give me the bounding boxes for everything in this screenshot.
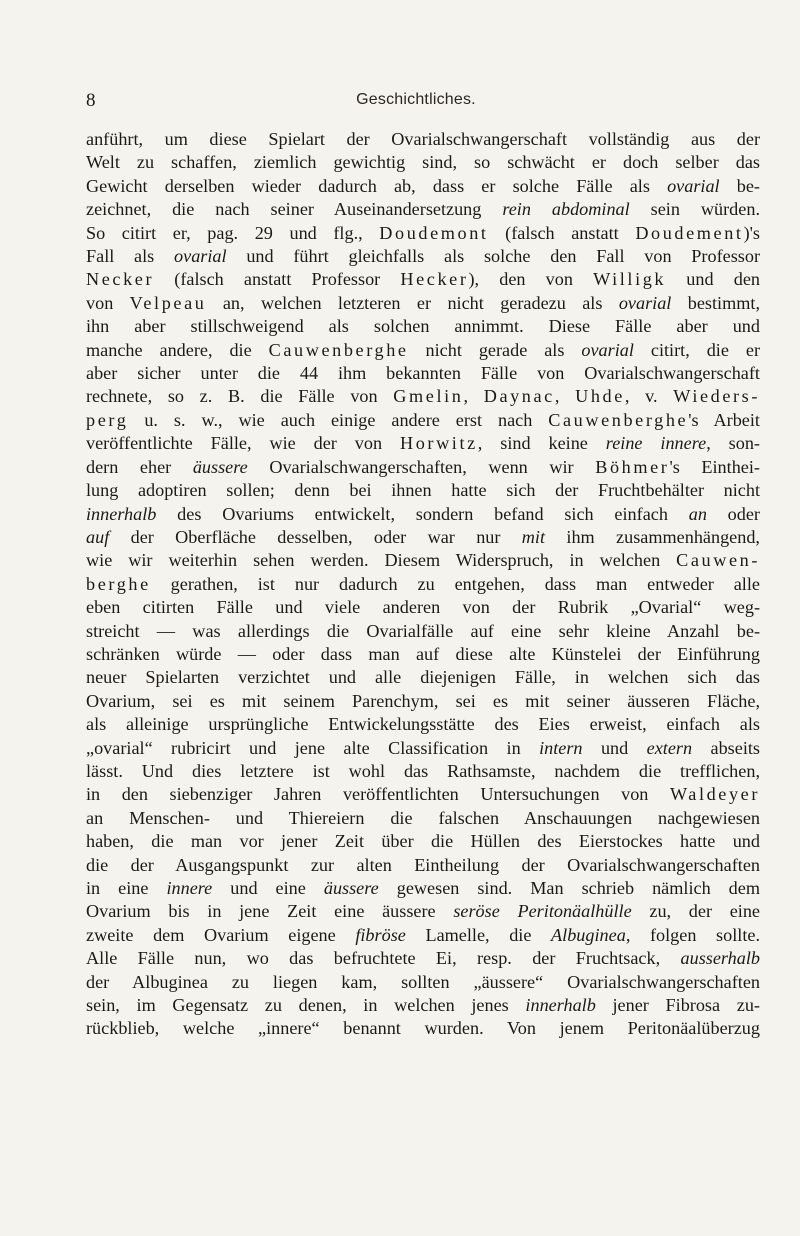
text-line: manche andere, die Cauwenberghe nicht gerade als ovarial citirt, die er [86,339,761,360]
text-line: haben, die man vor jener Zeit über die Hüllen des Eierstockes hatte und [86,831,760,852]
text-line: Necker (falsch anstatt Professor Hecker), den von Willigk und den [86,269,760,290]
text-line: in eine innere und eine äussere gewesen sind. Man schrieb nämlich dem [86,878,760,898]
text-line: berghe gerathen, ist nur dadurch zu entgehen, dass man entweder alle [86,573,760,594]
text-line: dern eher äussere Ovarialschwangerschaften, wenn wir Böhmer's Einthei- [86,456,760,477]
text-line: anführt, um diese Spielart der Ovarialschwangerschaft vollständig aus der [86,129,760,149]
text-line: wie wir weiterhin sehen werden. Diesem Widerspruch, in welchen Cauwen- [86,550,760,571]
text-line: von Velpeau an, welchen letzteren er nicht geradezu als ovarial bestimmt, [86,292,760,313]
text-line: zweite dem Ovarium eigene fibröse Lamelle, die Albuginea, folgen sollte. [86,924,760,945]
text-line: die der Ausgangspunkt zur alten Eintheilung der Ovarialschwangerschaften [86,854,760,875]
body-text [86,128,760,1041]
text-line: als alleinige ursprüngliche Entwickelungsstätte des Eies erweist, einfach als [86,714,760,735]
text-line: streicht — was allerdings die Ovarialfälle auf eine sehr kleine Anzahl be- [86,620,760,641]
text-line: veröffentlichte Fälle, wie der von Horwitz, sind keine reine innere, son- [86,433,760,454]
text-line: Ovarium bis in jene Zeit eine äussere seröse Peritonäalhülle zu, der eine [86,901,761,922]
running-title: Geschichtliches. [356,91,476,108]
text-line: perg u. s. w., wie auch einige andere erst nach Cauwenberghe's Arbeit [86,409,760,430]
page-number: 8 [86,90,96,111]
text-line: in den siebenziger Jahren veröffentlichten Untersuchungen von Waldeyer [86,784,760,805]
text-line: an Menschen- und Thiereiern die falschen Anschauungen nachgewiesen [86,807,760,828]
text-line: lung adoptiren sollen; denn bei ihnen hatte sich der Fruchtbehälter nicht [86,480,760,501]
text-line: Gewicht derselben wieder dadurch ab, dass er solche Fälle als ovarial be- [86,175,760,196]
text-line: So citirt er, pag. 29 und flg., Doudemont (falsch anstatt Doudement)'s [86,222,760,243]
text-line: lässt. Und dies letztere ist wohl das Rathsamste, nachdem die trefflichen, [86,760,760,781]
text-line: auf der Oberfläche desselben, oder war nur mit ihm zusammenhängend, [86,526,760,547]
text-line: Alle Fälle nun, wo das befruchtete Ei, resp. der Fruchtsack, ausserhalb [86,948,760,969]
text-line: aber sicher unter die 44 ihm bekannten Fälle von Ovarialschwangerschaft [86,363,760,384]
text-line: Ovarium, sei es mit seinem Parenchym, sei es mit seiner äusseren Fläche, [86,690,760,711]
text-line: rückblieb, welche „innere“ benannt wurden. Von jenem Peritonäalüberzug [86,1018,760,1039]
page-header [86,90,746,116]
text-line: rechnete, so z. B. die Fälle von Gmelin, Daynac, Uhde, v. Wieders- [86,386,761,407]
text-line: neuer Spielarten verzichtet und alle diejenigen Fälle, in welchen sich das [86,667,760,688]
text-line: ihn aber stillschweigend als solchen annimmt. Diese Fälle aber und [86,316,760,337]
text-line: der Albuginea zu liegen kam, sollten „äussere“ Ovarialschwangerschaften [86,971,760,992]
text-line: sein, im Gegensatz zu denen, in welchen jenes innerhalb jener Fibrosa zu- [86,995,760,1016]
text-line: eben citirten Fälle und viele anderen von der Rubrik „Ovarial“ weg- [86,597,760,618]
text-line: „ovarial“ rubricirt und jene alte Classification in intern und extern abseits [86,737,761,758]
text-line: innerhalb des Ovariums entwickelt, sondern befand sich einfach an oder [86,503,760,524]
text-line: Welt zu schaffen, ziemlich gewichtig sind, so schwächt er doch selber das [86,152,760,173]
text-line: Fall als ovarial und führt gleichfalls als solche den Fall von Professor [86,246,761,267]
text-line: zeichnet, die nach seiner Auseinandersetzung rein abdominal sein würden. [86,199,760,220]
text-line: schränken würde — oder dass man auf diese alte Künstelei der Einführung [86,643,760,664]
